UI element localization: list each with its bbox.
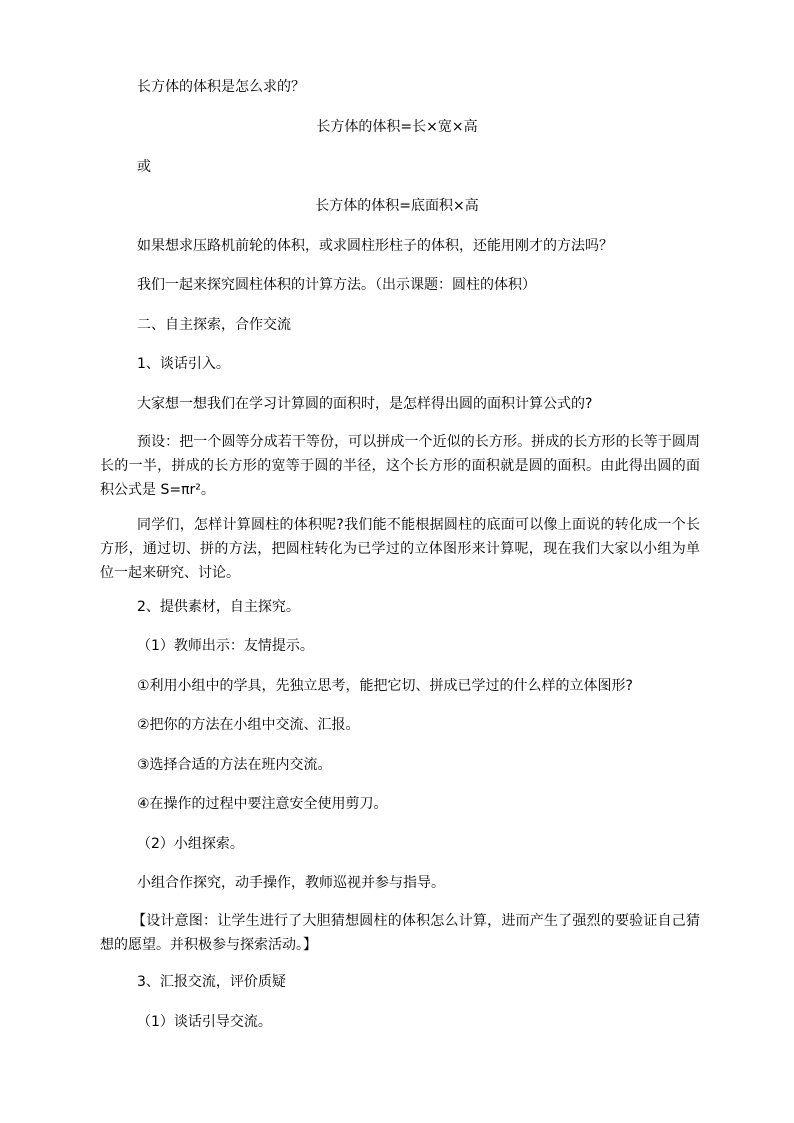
paragraph: 同学们，怎样计算圆柱的体积呢?我们能不能根据圆柱的底面可以像上面说的转化成一个长方形，通过切、拼的方法，把圆柱转化为已学过的立体图形来计算呢，现在我们大家以小组为单位一起来研究、讨论。 [100,517,700,581]
subsection-heading: 2、提供素材，自主探究。 [137,599,300,615]
question-line: 长方体的体积是怎么求的？ [137,79,305,95]
text-line: 大家想一想我们在学习计算圆的面积时，是怎样得出圆的面积计算公式的? [137,396,593,412]
section-heading: 二、自主探索，合作交流 [137,317,291,333]
formula-line-2: 长方体的体积=底面积×高 [315,198,479,214]
paragraph: 预设：把一个圆等分成若干等份，可以拼成一个近似的长方形。拼成的长方形的长等于圆周长的一半，拼成的长方形的宽等于圆的半径，这个长方形的面积就是圆的面积。由此得出圆的面积公式是 S=πr²。 [100,434,700,498]
text-line: （1）谈话引导交流。 [137,1014,272,1030]
text-line: 我们一起来探究圆柱体积的计算方法。（出示课题：圆柱的体积） [137,277,536,293]
text-line: （1）教师出示：友情提示。 [137,638,314,654]
formula-line-1: 长方体的体积=长×宽×高 [316,119,478,135]
list-item: ④在操作的过程中要注意安全使用剪刀。 [137,796,388,812]
or-line: 或 [137,159,151,175]
subsection-heading: 1、谈话引入。 [137,356,230,372]
text-line: 如果想求压路机前轮的体积，或求圆柱形柱子的体积，还能用刚才的方法吗？ [137,238,613,254]
list-item: ②把你的方法在小组中交流、汇报。 [137,717,360,733]
text-line: 小组合作探究，动手操作，教师巡视并参与指导。 [137,875,445,891]
design-intent-paragraph: 【设计意图：让学生进行了大胆猜想圆柱的体积怎么计算，进而产生了强烈的要验证自己猜想的愿望。并积极参与探索活动。】 [100,913,700,953]
list-item: ③选择合适的方法在班内交流。 [137,757,332,773]
list-item: ①利用小组中的学具，先独立思考，能把它切、拼成已学过的什么样的立体图形? [137,678,633,694]
text-line: （2）小组探索。 [137,836,244,852]
subsection-heading: 3、汇报交流，评价质疑 [137,974,286,990]
